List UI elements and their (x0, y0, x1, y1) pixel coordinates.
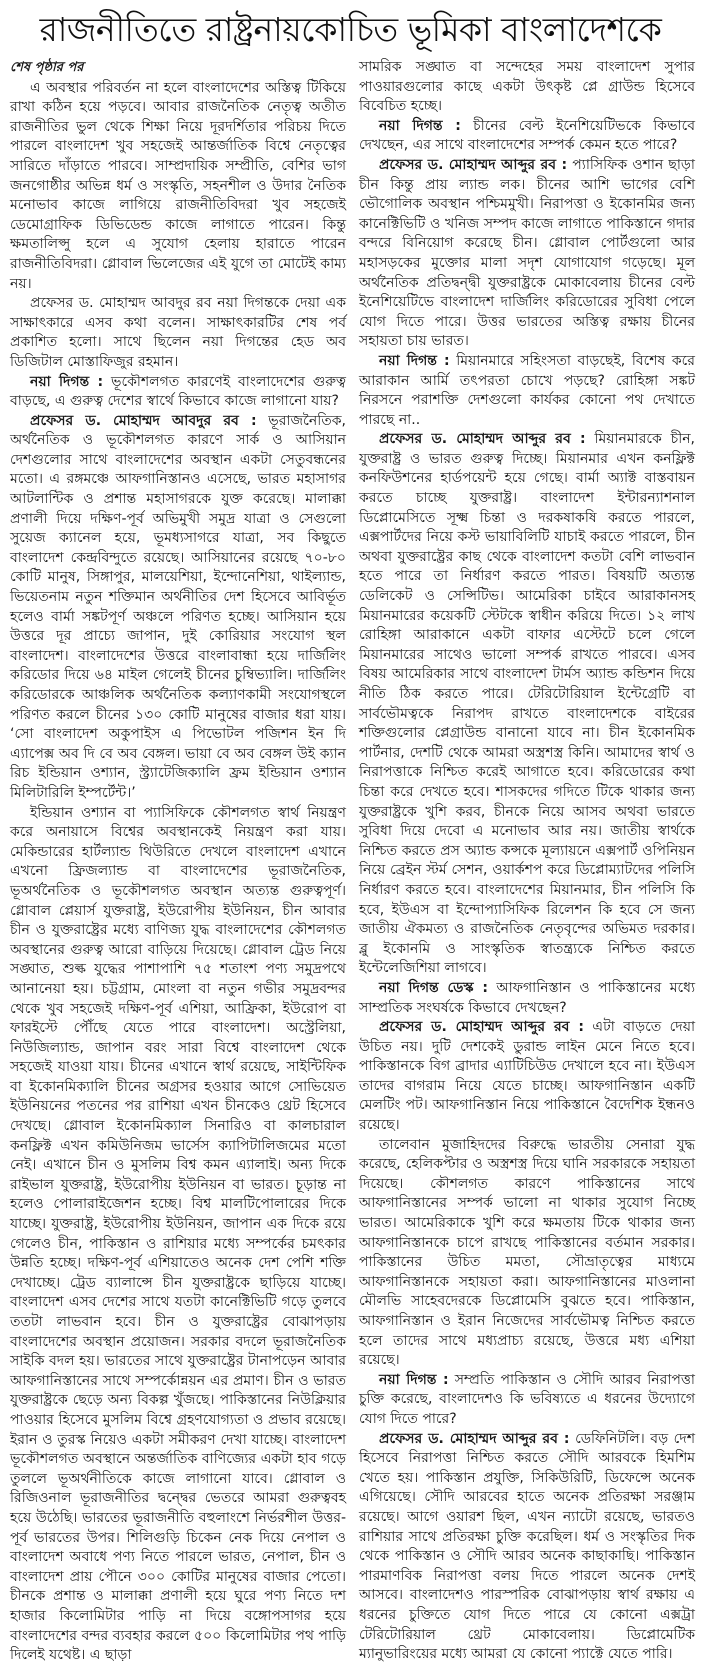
speaker-label: নয়া দিগন্ত : (379, 352, 450, 369)
paragraph-text: মিয়ানমারে সহিংসতা বাড়ছেই, বিশেষ করে আরাকান আর্মি তৎপরতা চোখে পড়ছে? রোহিঙ্গা সঙ্কট নিরসনে পরাশক্তি দেশগুলো কার্যকর কোনো পথ দেখাতে পারছে না.. (359, 352, 696, 428)
paragraph-text: এ অবস্থার পরিবর্তন না হলে বাংলাদেশের অস্তিত্ব টিকিয়ে রাখা কঠিন হয়ে পড়বে। আবার রাজনৈতিক নেতৃত্ব অতীত রাজনীতির ভুল থেকে শিক্ষা নিয়ে দূরদর্শিতার পরিচয় দিতে পারলে বাংলাদেশ খুব সহজেই আন্তর্জাতিক বিশ্বে নেতৃত্বের সারিতে দাঁড়াতে পারবে। সাম্প্রদায়িক সম্প্রীতি, বেশির ভাগ জনগোষ্ঠীর অভিন্ন ধর্ম ও সংস্কৃতি, সহনশীল ও উদার নৈতিক মনোভাব কাজে লাগিয়ে রাজনীতিবিদরা খুব সহজেই ডেমোগ্রাফিক ডিভিডেন্ড কাজে লাগাতে পারেন। কিন্তু ক্ষমতালিপ্সু হলে এ সুযোগ হেলায় হারাতে পারেন রাজনীতিবিদরা। গ্লোবাল ভিলেজের এই যুগে তা মোটেই কাম্য নয়। (10, 79, 346, 292)
interview-paragraph (359, 979, 695, 1018)
article-paragraph (359, 58, 695, 117)
speaker-label: প্রফেসর ড. মোহাম্মদ আব্দুর রব : (379, 431, 586, 448)
speaker-label: প্রফেসর ড. মোহাম্মদ আব্দুর রব : (379, 1019, 584, 1036)
speaker-label: প্রফেসর ড. মোহাম্মদ আব্দুর রব : (379, 1430, 570, 1447)
interview-paragraph (10, 412, 346, 804)
speaker-label: নয়া দিগন্ত : (379, 1371, 449, 1388)
paragraph-text: প্রফেসর ড. মোহাম্মদ আবদুর রব নয়া দিগন্তকে দেয়া এক সাক্ষাৎকারে এসব কথা বলেন। সাক্ষাৎকারটির শেষ পর্ব প্রকাশিত হলো। সাথে ছিলেন নয়া দিগন্তের হেড অব ডিজিটাল মোস্তাফিজুর রহমান। (10, 295, 346, 370)
paragraph-text: মিয়ানমারকে চীন, যুক্তরাষ্ট্র ও ভারত গুরুত্ব দিচ্ছে। মিয়ানমার এখন কনফ্লিক্ট কনফিউশনের হার্ডপয়েন্ট হয়ে গেছে। বার্মা অ্যাক্ট বাস্তবায়ন করতে চাচ্ছে যুক্তরাষ্ট্র। বাংলাদেশ ইন্টারন্যাশনাল ডিপ্লোমেসিতে সূক্ষ্ম চিন্তা ও দরকষাকষি করতে পারলে, এক্সপার্টদের নিয়ে কস্ট ভায়াবিলিটি যাচাই করতে পারলে, চীন অথবা যুক্তরাষ্ট্রের কাছ থেকে বাংলাদেশ কতটা বেশি লাভবান হতে পারে তা নির্ধারণ করতে পারত। বিষয়টি অত্যন্ত ডেলিকেট ও সেন্সিটিভ। আমেরিকা চাইবে আরাকানসহ মিয়ানমারের কয়েকটি স্টেটকে স্বাধীন করিয়ে দিতে। ১২ লাখ রোহিঙ্গা আরাকানে একটা বাফার এস্টেটে চলে গেলে মিয়ানমারের সাথেও ভালো সম্পর্ক রাখতে পারবে। এসব বিষয় আমেরিকার সাথে বাংলাদেশ টার্মস অ্যান্ড কন্ডিশন দিয়ে নীতি ঠিক করতে পারে। টেরিটোরিয়াল ইন্টেগ্রেটি বা সার্বভৌমত্বকে নিরাপদ রাখতে বাংলাদেশকে বাইরের শক্তিগুলোর প্লেগ্রাউন্ড বানানো যাবে না। চীন ইকোনমিক পার্টনার, দেশটি থেকে আমরা অস্ত্রশস্ত্র কিনি। আমাদের স্বার্থ ও নিরাপত্তাকে নিশ্চিত করেই আগাতে হবে। করিডোরের কথা চিন্তা করে দেখতে হবে। শাসকদের গদিতে টিকে থাকার জন্য যুক্তরাষ্ট্রকে খুশি করব, চীনকে নিয়ে আসব অথবা ভারতে সুবিধা দিয়ে দেবো এ মনোভাব আর নয়। জাতীয় স্বার্থকে নিশ্চিত করতে প্রস অ্যান্ড কন্সকে মূল্যায়নে এক্সপার্ট ওপিনিয়ন নিয়ে ব্রেইন স্টর্ম সেশন, ওয়ার্কশপ করে ডিপ্লোম্যাটদের পলিসি নির্ধারণ করতে হবে। বাংলাদেশের মিয়ানমার, চীন পলিসি কি হবে, ইউএস বা ইন্দোপ্যাসিফিক রিলেশন কি হবে সে জন্য জাতীয় ঐকমত্য ও রাজনৈতিক নেতৃবৃন্দের অভিমত দরকার। ব্লু ইকোনমি ও সাংস্কৃতিক স্বাতন্ত্র্যকে নিশ্চিত করতে ইন্টেলেজিশিয়া লাগবে। (359, 431, 695, 977)
article-paragraph (10, 294, 346, 372)
paragraph-text: ইন্ডিয়ান ওশ্যান বা প্যাসিফিকে কৌশলগত স্বার্থ নিয়ন্ত্রণ করে অনায়াসে বিশ্বের অবস্থানকেই নিয়ন্ত্রণ করা যায়। মেকিন্ডারের হার্টল্যান্ড থিউরিতে দেখলে বাংলাদেশ এখানে এখনো ফ্রিজল্যান্ড বা বাংলাদেশের ভূরাজনৈতিক, ভূঅর্থনৈতিক ও ভূকৌশলগত অবস্থান অত্যন্ত গুরুত্বপূর্ণ। গ্লোবাল প্লেয়ার্স যুক্তরাষ্ট্র, ইউরোপীয় ইউনিয়ন, চীন আবার চীন ও যুক্তরাষ্ট্রের মধ্যে বাণিজ্য যুদ্ধ বাংলাদেশের কৌশলগত অবস্থানের গুরুত্ব আরো বাড়িয়ে দিয়েছে। গ্লোবাল ট্রেড নিয়ে সঙ্ঘাত, শুল্ক যুদ্ধের পাশাপাশি ৭৫ শতাংশ পণ্য সমুদ্রপথে আনানেয়া হয়। চট্টগ্রাম, মোংলা বা নতুন গভীর সমুদ্রবন্দর থেকে খুব সহজেই দক্ষিণ-পূর্ব এশিয়া, আফ্রিকা, ইউরোপ বা ফারইস্টে পৌঁছে যেতে পারে বাংলাদেশ। অস্ট্রেলিয়া, নিউজিল্যান্ড, জাপান বরং সারা বিশ্বে বাংলাদেশ থেকে সহজেই যাওয়া যায়। চীনের এখানে স্বার্থ রয়েছে, সাইন্টিফিক বা ইকোনমিক্যালি চীনের অগ্রসর হওয়ার আগে সোভিয়েত ইউনিয়নের পতনের পর রাশিয়া এখন চীনকেও থ্রেট হিসেবে দেখছে। গ্লোবাল ইকোনমিক্যাল সিনারিও বা কালচারাল কনফ্লিক্ট এখন কমিউনিজম ভার্সেস ক্যাপিটালিজমের মতো নেই। এখানে চীন ও মুসলিম বিশ্ব কমন এ্যালাই। অন্য দিকে রাইভাল যুক্তরাষ্ট্র, ইউরোপীয় ইউনিয়ন বা ভারত। চূড়ান্ত না হলেও পোলারাইজেশন হচ্ছে। বিশ্ব মালটিপোলারের দিকে যাচ্ছে। যুক্তরাষ্ট্র, ইউরোপীয় ইউনিয়ন, জাপান এক দিকে রয়ে গেলেও চীন, পাকিস্তান ও রাশিয়ার মধ্যে সম্পর্কের চমৎকার উন্নতি হচ্ছে। দক্ষিণ-পূর্ব এশিয়াতেও অনেক দেশ পেশি শক্তি দেখাচ্ছে। ট্রেড ব্যালান্সে চীন যুক্তরাষ্ট্রকে ছাড়িয়ে যাচ্ছে। বাংলাদেশ এসব দেশের সাথে যতটা কানেক্টিভিটি গড়ে তুলবে ততটা লাভবান হবে। চীন ও যুক্তরাষ্ট্রের বোঝাপড়ায় বাংলাদেশের অবস্থান প্রয়োজন। সরকার বদলে ভূরাজনৈতিক সাইকি বদল হয়। ভারতের সাথে যুক্তরাষ্ট্রের টানাপড়েন আবার আফগানিস্তানের সাথে সম্পর্কোন্নয়ন এর প্রমাণ। চীন ও ভারত যুক্তরাষ্ট্রকে ছেড়ে অন্য বিকল্প খুঁজছে। পাকিস্তানের নিউক্লিয়ার পাওয়ার হিসেবে মুসলিম বিশ্বে গ্রহণযোগ্যতা ও প্রভাব রয়েছে। ইরান ও তুরস্ক নিয়েও একটা সমীকরণ দেখা যাচ্ছে। বাংলাদেশ ভূকৌশলগত অবস্থানে অন্তর্জাতিক বাণিজ্যের একটা হাব গড়ে তুললে ভূঅর্থনীতিকে কাজে লাগানো যাবে। গ্লোবাল ও রিজিওনাল ভূরাজনীতির দ্বন্দ্বের ভেতরে আমরা গুরুত্ববহ হয়ে উঠেছি। ভারতের ভূরাজনীতি বহুলাংশে নির্ভরশীল উত্তর-পূর্ব ভারতের উপর। শিলিগুড়ি চিকেন নেক দিয়ে নেপাল ও বাংলাদেশ অবাধে পণ্য নিতে পারলে ভারত, নেপাল, চীন ও বাংলাদেশ প্রায় পৌনে ৩০০ কোটির মানুষের বাজার পেতো। চীনকে প্রশান্ত ও মালাক্কা প্রণালী হয়ে ঘুরে পণ্য নিতে দশ হাজার কিলোমিটার পাড়ি না দিয়ে বঙ্গোপসাগর হয়ে বাংলাদেশের বন্দর ব্যবহার করলে ৫০০ কিলোমিটার পথ পাড়ি দিলেই যথেষ্ট। এ ছাড়া (10, 804, 346, 1664)
paragraph-text: আফগানিস্তান ও পাকিস্তানের মধ্যে সাম্প্রতিক সংঘর্ষকে কিভাবে দেখছেন? (359, 979, 696, 1016)
speaker-label: প্রফেসর ড. মোহাম্মদ আব্দুর রব : (379, 156, 568, 173)
speaker-label: প্রফেসর ড. মোহাম্মদ আবদুর রব : (30, 412, 257, 429)
interview-paragraph (359, 1018, 695, 1136)
interview-paragraph (359, 1371, 695, 1430)
speaker-label: নয়া দিগন্ত : (30, 373, 104, 390)
interview-paragraph (359, 430, 695, 979)
paragraph-text: ডেফিনিটলি। বড় দেশ হিসেবে নিরাপত্তা নিশ্চিত করতে সৌদি আরবকে হিমশিম খেতে হয়। পাকিস্তান প্রযুক্তি, সিকিউরিটি, ডিফেন্সে অনেক এগিয়েছে। সৌদি আরবের হাতে অনেক প্রতিরক্ষা সরঞ্জাম রয়েছে। আগে ওয়ারশ ছিল, এখন ন্যাটো রয়েছে, ভারতও রাশিয়ার সাথে প্রতিরক্ষা চুক্তি করেছিল। ধর্ম ও সংস্কৃতির দিক থেকে পাকিস্তান ও সৌদি আরব অনেক কাছাকাছি। পাকিস্তান পারমাণবিক নিরাপত্তা বলয় দিতে পারলে অনেক দেশই আসবে। বাংলাদেশও পারস্পরিক বোঝাপড়ায় স্বার্থ রক্ষায় এ ধরনের চুক্তিতে যোগ দিতে পারে যে কোনো এক্সট্রা টেরিটোরিয়াল থ্রেট মোকাবেলায়। ডিপ্লোমেটিক ম্যানুভারিংয়ের মধ্যে আমরা যে কোনো প্যাক্টে যেতে পারি। (359, 1430, 695, 1663)
headline: রাজনীতিতে রাষ্ট্রনায়কোচিত ভূমিকা বাংলাদেশকে (39, 10, 662, 49)
paragraph-text: প্যাসিফিক ওশান ছাড়া চীন কিন্তু প্রায় ল্যান্ড লক। চীনের আশি ভাগের বেশি ভৌগোলিক অবস্থান পশ্চিমমুখী। নিরাপত্তা ও ইকোনমির জন্য কানেক্টিভিটি ও খনিজ সম্পদ কাজে লাগাতে পাকিস্তানে গদার বন্দরে বিনিয়োগ করেছে চীন। গ্লোবাল পোর্টগুলো আর মহাসড়কের মুক্তোর মালা সদৃশ যোগাযোগ গড়েছে। মূল অর্থনৈতিক প্রতিদ্বন্দ্বী যুক্তরাষ্ট্রকে মোকাবেলায় চীনের বেল্ট ইনেশিয়েটিভে বাংলাদেশ দার্জিলিং করিডোরের সুবিধা পেলে যোগ দিতে পারে। উত্তর ভারতের অস্তিত্ব রক্ষায় চীনের সহায়তা চায় ভারত। (359, 156, 695, 350)
right-column (359, 58, 695, 1666)
article-paragraph (10, 79, 346, 295)
paragraph-text: তালেবান মুজাহিদদের বিরুদ্ধে ভারতীয় সেনারা যুদ্ধ করেছে, হেলিকপ্টার ও অস্ত্রশস্ত্র দিয়ে ঘানি সরকারকে সহায়তা দিয়েছে। কৌশলগত কারণে পাকিস্তানের সাথে আফগানিস্তানের সম্পর্ক ভালো না থাকার সুযোগ নিচ্ছে ভারত। আমেরিকাকে খুশি করে ক্ষমতায় টিকে থাকার জন্য আফগানিস্তানকে চাপে রাখছে পাকিস্তানের বর্তমান সরকার। পাকিস্তানের উচিত মমতা, সৌভ্রাতৃত্বের মাধ্যমে আফগানিস্তানকে সহায়তা করা। আফগানিস্তানের মাওলানা মৌলভি সাহেবদেরকে ডিপ্লোমেসি বুঝতে হবে। পাকিস্তান, আফগানিস্তান ও ইরান নিজেদের সার্বভৌমত্ব নিশ্চিত করতে হলে তাদের সাথে মধ্যপ্রাচ্য রয়েছে, উত্তরে মধ্য এশিয়া রয়েছে। (359, 1136, 695, 1369)
article-paragraph (10, 804, 346, 1666)
interview-paragraph (359, 117, 695, 156)
interview-paragraph (359, 1430, 695, 1665)
speaker-label: নয়া দিগন্ত : (379, 117, 461, 134)
article-paragraph (359, 1136, 695, 1371)
paragraph-text: সামরিক সঙ্ঘাত বা সন্দেহের সময় বাংলাদেশ সুপার পাওয়ারগুলোর কাছে একটা উৎকৃষ্ট প্লে গ্রাউন্ড হিসেবে বিবেচিত হচ্ছে। (359, 59, 695, 115)
speaker-label: নয়া দিগন্ত ডেস্ক : (379, 979, 488, 996)
paragraph-text: সম্প্রতি পাকিস্তান ও সৌদি আরব নিরাপত্তা চুক্তি করেছে, বাংলাদেশও কি ভবিষ্যতে এ ধরনের উদ্যোগে যোগ দিতে পারে? (359, 1371, 695, 1427)
interview-paragraph (10, 373, 346, 412)
left-column (10, 58, 346, 1666)
paragraph-text: ভূরাজনৈতিক, অর্থনৈতিক ও ভূকৌশলগত কারণে সার্ক ও আসিয়ান দেশগুলোর সাথে বাংলাদেশের অবস্থান একটা সেতুবন্ধনের মতো। এ রঙ্গমঞ্চে আফগানিস্তানও এসেছে, ভারত মহাসাগর আটলান্টিক ও প্রশান্ত মহাসাগরকে যুক্ত করেছে। মালাক্কা প্রণালী দিয়ে দক্ষিণ-পূর্ব অভিমুখী সমুদ্র যাত্রা ও সেগুলো সুয়েজ ক্যানেল হয়ে, ভূমধ্যসাগরে যাত্রা, সব কিছুতে বাংলাদেশ কেন্দ্রবিন্দুতে রয়েছে। আসিয়ানের রয়েছে ৭০-৮০ কোটি মানুষ, সিঙ্গাপুর, মালয়েশিয়া, ইন্দোনেশিয়া, থাইল্যান্ড, ভিয়েতনাম নতুন শক্তিমান অর্থনীতির দেশ হিসেবে আবির্ভূত হলেও বার্মা সঙ্কটপূর্ণ অঞ্চলে পরিণত হচ্ছে। আসিয়ান হয়ে উত্তরে দূর প্রাচ্যে জাপান, দুই কোরিয়ার সংযোগ স্থল বাংলাদেশ। বাংলাদেশের উত্তরে বাংলাবান্ধা হয়ে দার্জিলিং করিডোর দিয়ে ৬৪ মাইল গেলেই চীনের চুম্বিভ্যালি। দার্জিলিং করিডোরকে আঞ্চলিক অর্থনৈতিক কল্যাণকামী সংযোগস্থলে পরিণত করলে চীনের ১৩০ কোটি মানুষের বাজার ধরা যায়। ‘সো বাংলাদেশ অকুপাইস এ পিভোটল পজিশন ইন দি এ্যাপেক্স অব দি বে অব বেঙ্গল। ভায়া বে অব বেঙ্গল উই ক্যান রিচ ইন্ডিয়ান ওশ্যান, স্ট্র্যাটেজিক্যালি ফ্রম ইন্ডিয়ান ওশ্যান মিলিটারিলি ইম্পর্টেন্ট।’ (10, 412, 347, 801)
paragraph-text: ভূকৌশলগত কারণেই বাংলাদেশের গুরুত্ব বাড়ছে, এ গুরুত্ব দেশের স্বার্থে কিভাবে কাজে লাগানো যায়? (10, 373, 346, 410)
paragraph-text: এটা বাড়তে দেয়া উচিত নয়। দুটি দেশকেই ডুরান্ড লাইন মেনে নিতে হবে। পাকিস্তানকে বিগ ব্রাদার এ্যাটিচিউড দেখালে হবে না। ইউএস তাদের বাগরাম নিয়ে যেতে চাচ্ছে। আফগানিস্তান একটি মেলটিং পট। আফগানিস্তান নিয়ে পাকিস্তানে বৈদেশিক ইন্ধনও রয়েছে। (359, 1019, 696, 1134)
article-body (0, 58, 701, 1666)
continued-from-label: শেষ পৃষ্ঠার পর (10, 60, 84, 75)
interview-paragraph (359, 156, 695, 352)
interview-paragraph (359, 352, 695, 430)
paragraph-text: চীনের বেল্ট ইনেশিয়েটিভকে কিভাবে দেখছেন, এর সাথে বাংলাদেশের সম্পর্ক কেমন হতে পারে? (359, 117, 695, 154)
